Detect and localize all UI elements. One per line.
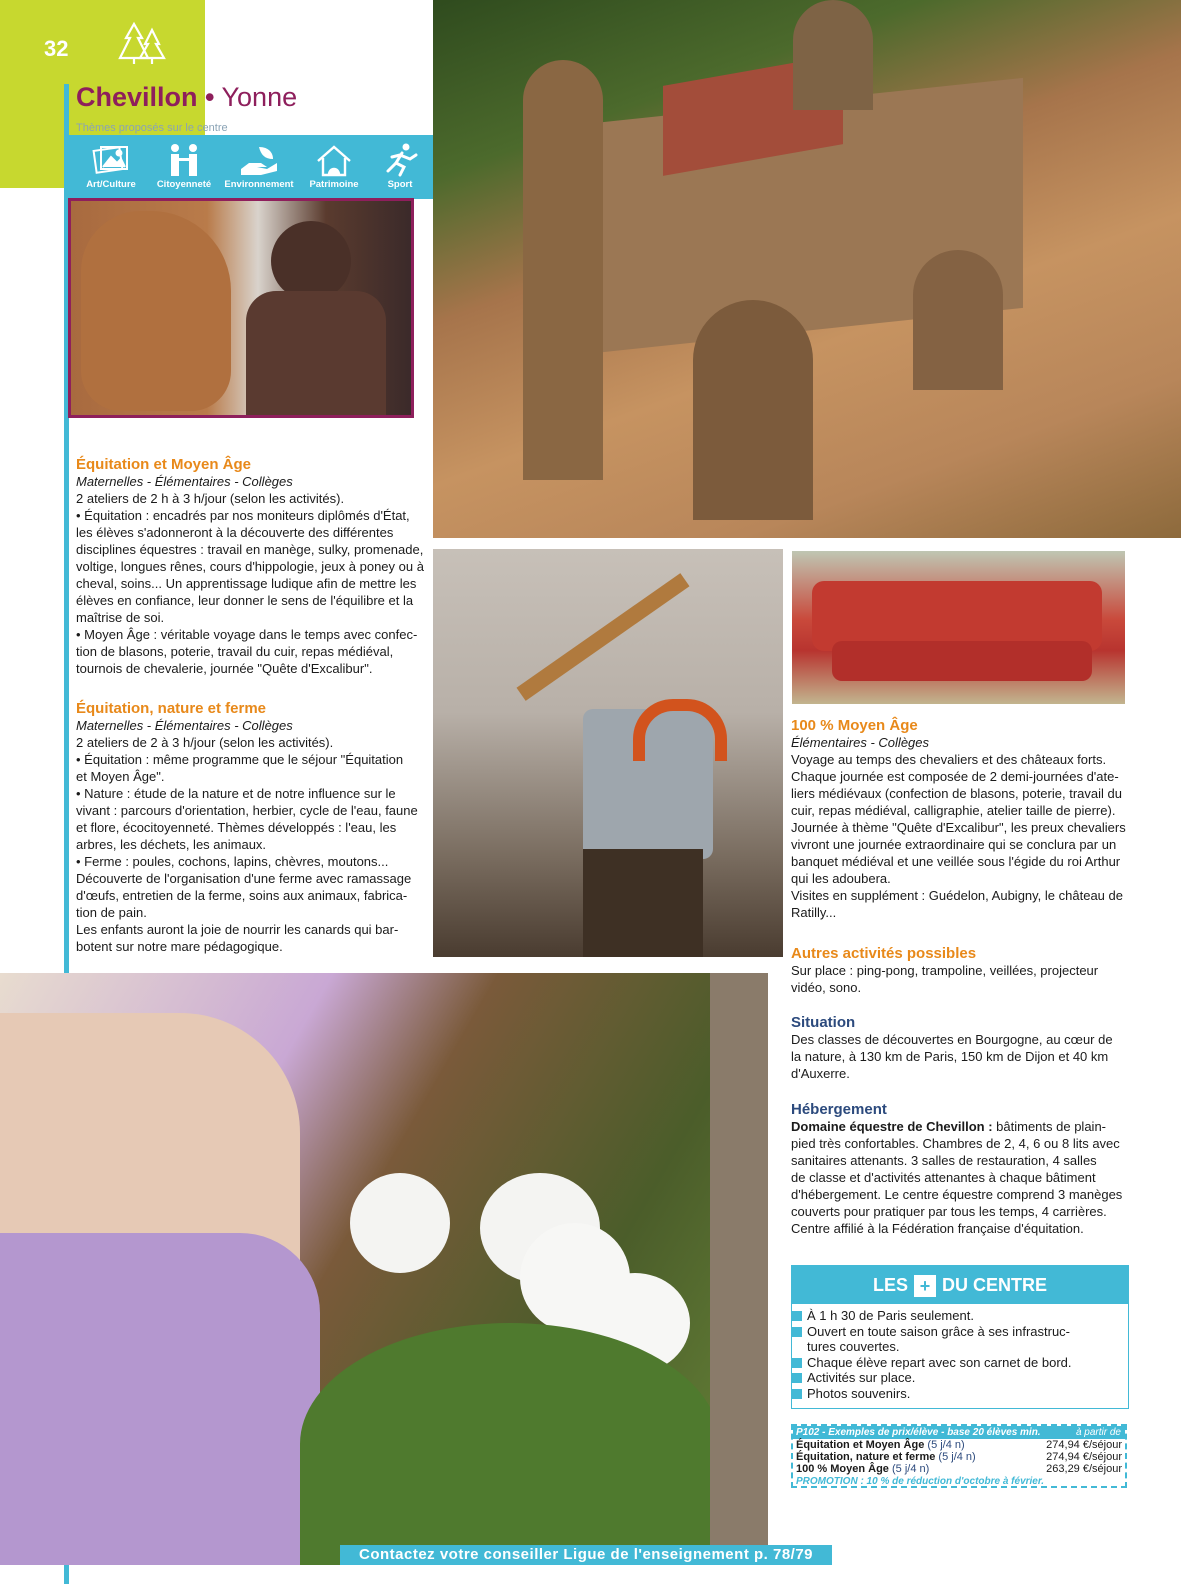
hebergement-lead: Domaine équestre de Chevillon :: [791, 1119, 993, 1134]
theme-patrimoine: [302, 135, 366, 199]
price-row-value: 274,94 €/séjour: [1046, 1451, 1122, 1463]
les-plus-list: [792, 1308, 1126, 1401]
price-row-duration: (5 j/4 n): [938, 1451, 976, 1463]
section-title: Hébergement: [791, 1101, 887, 1118]
price-row-name: Équitation, nature et ferme: [796, 1451, 936, 1463]
text-line: d'Auxerre.: [791, 1066, 850, 1081]
text-line: disciplines équestres : travail en manège, sulky, promenade,: [76, 542, 424, 557]
text-line: 2 ateliers de 2 à 3 h/jour (selon les activités).: [76, 735, 334, 750]
list-item-text: Photos souvenirs.: [807, 1385, 911, 1401]
list-item-text: À 1 h 30 de Paris seulement.: [807, 1308, 974, 1323]
list-item: [792, 1355, 1126, 1371]
text-line: Chaque journée est composée de 2 demi-journées d'ate-: [791, 769, 1119, 784]
text-line: tournois de chevalerie, journée "Quête d'Excalibur".: [76, 661, 373, 676]
text-line: d'œufs, entretien de la ferme, soins aux animaux, fabrica-: [76, 888, 408, 903]
section-equitation-nature-ferme: [76, 700, 426, 955]
section-title: Équitation, nature et ferme: [76, 700, 267, 717]
text-line: vivant : parcours d'orientation, herbier, cycle de l'eau, faune: [76, 803, 418, 818]
runner-icon: [380, 143, 420, 177]
bullet-square-icon: [792, 1358, 802, 1368]
group-photo: [792, 551, 1125, 704]
text-line: • Moyen Âge : véritable voyage dans le temps avec confec-: [76, 627, 418, 642]
title-separator: •: [205, 82, 215, 112]
section-title: Situation: [791, 1014, 856, 1031]
blacksmith-photo: [433, 549, 783, 957]
theme-label: Sport: [387, 179, 413, 190]
text-line: liers médiévaux (confection de blasons, poterie, travail du: [791, 786, 1122, 801]
child-vest: [0, 1233, 320, 1565]
page-number: 32: [44, 36, 69, 61]
price-row-value: 263,29 €/séjour: [1046, 1463, 1122, 1475]
theme-label: Art/Culture: [86, 179, 136, 190]
rabbit: [350, 1173, 450, 1273]
price-row-name: Équitation et Moyen Âge: [796, 1439, 925, 1451]
text-line: Découverte de l'organisation d'une ferme avec ramassage: [76, 871, 412, 886]
section-title: Équitation et Moyen Âge: [76, 456, 252, 473]
themes-bar: [68, 135, 434, 199]
text-line: cheval, soins... Un apprentissage ludique afin de mettre les: [76, 576, 417, 591]
contact-banner: Contactez votre conseiller Ligue de l'enseignement p. 78/79: [340, 1545, 832, 1565]
price-row: [796, 1463, 1122, 1476]
theme-label: Environnement: [224, 179, 294, 190]
text-line: et flore, écocitoyenneté. Thèmes développés : l'eau, les: [76, 820, 397, 835]
title-region: Yonne: [221, 82, 298, 112]
plus-icon: +: [914, 1275, 936, 1297]
price-row-name: 100 % Moyen Âge: [796, 1463, 889, 1475]
image-icon: [91, 143, 131, 177]
trees-icon: [110, 18, 170, 66]
hebergement-first-rest: bâtiments de plain-: [992, 1119, 1106, 1134]
section-title: Autres activités possibles: [791, 945, 977, 962]
text-line: couverts pour pratiquer par tous les temps, 4 carrières.: [791, 1204, 1107, 1219]
list-item-text: Activités sur place.: [807, 1370, 916, 1385]
les-plus-box: [791, 1265, 1129, 1409]
section-moyen-age-100: [791, 717, 1131, 921]
list-item-continuation: [792, 1339, 1126, 1355]
text-line: qui les adoubera.: [791, 871, 891, 886]
text-line: • Équitation : encadrés par nos moniteurs diplômés d'État,: [76, 508, 410, 523]
les-plus-header: [792, 1266, 1128, 1304]
section-hebergement: [791, 1101, 1131, 1237]
text-line: tion de pain.: [76, 905, 147, 920]
text-line: • Nature : étude de la nature et de notre influence sur le: [76, 786, 396, 801]
text-line: banquet médiéval et une veillée sous l'égide du roi Arthur: [791, 854, 1121, 869]
price-row-value: 274,94 €/séjour: [1046, 1439, 1122, 1451]
hammer-handle: [516, 573, 689, 701]
theme-citoyennete: [152, 135, 216, 199]
text-line: les élèves s'adonneront à la découverte des différentes: [76, 525, 394, 540]
castle-photo: [433, 0, 1181, 538]
les-plus-title-left: LES: [872, 1275, 908, 1295]
leaf-hand-icon: [239, 143, 279, 177]
text-line: botent sur notre mare pédagogique.: [76, 939, 283, 954]
price-header-text: P102 - Exemples de prix/élève - base 20 élèves min.: [796, 1427, 1041, 1438]
text-line: Centre affilié à la Fédération française d'équitation.: [791, 1221, 1084, 1236]
text-line: arbres, les déchets, les animaux.: [76, 837, 267, 852]
text-line: Des classes de découvertes en Bourgogne, au cœur de: [791, 1032, 1113, 1047]
section-levels: Maternelles - Élémentaires - Collèges: [76, 718, 293, 733]
text-line: Voyage au temps des chevaliers et des châteaux forts.: [791, 752, 1107, 767]
section-equitation-moyen-age: [76, 456, 426, 677]
children-group: [832, 641, 1092, 681]
section-situation: [791, 1014, 1131, 1082]
text-line: cuir, repas médiéval, calligraphie, atelier taille de pierre).: [791, 803, 1116, 818]
bullet-square-icon: [792, 1389, 802, 1399]
theme-art-culture: [72, 135, 150, 199]
child-coat: [246, 291, 386, 418]
text-line: Ratilly...: [791, 905, 837, 920]
theme-environnement: [218, 135, 300, 199]
les-plus-title-right: DU CENTRE: [942, 1275, 1048, 1295]
wooden-post: [710, 973, 768, 1565]
castle-tower: [523, 60, 603, 480]
castle-tower: [793, 0, 873, 110]
text-line: maîtrise de soi.: [76, 610, 165, 625]
text-line: vidéo, sono.: [791, 980, 862, 995]
text-line: de classe et d'activités attenantes à chaque bâtiment: [791, 1170, 1096, 1185]
castle-tower: [693, 300, 813, 520]
text-line: et Moyen Âge".: [76, 769, 165, 784]
price-row-duration: (5 j/4 n): [927, 1439, 965, 1451]
text-line: vivront une journée extraordinaire qui se conclura par un: [791, 837, 1117, 852]
list-item-text: tures couvertes.: [807, 1339, 900, 1354]
text-line: • Équitation : même programme que le séjour "Équitation: [76, 752, 404, 767]
promotion-text: PROMOTION : 10 % de réduction d'octobre à février.: [796, 1476, 1044, 1487]
castle-tower: [913, 250, 1003, 390]
section-levels: Maternelles - Élémentaires - Collèges: [76, 474, 293, 489]
list-item: [792, 1370, 1126, 1386]
bullet-square-icon: [792, 1311, 802, 1321]
section-levels: Élémentaires - Collèges: [791, 735, 930, 750]
list-item: [792, 1308, 1126, 1324]
horseshoe: [633, 699, 727, 761]
page-title: [76, 82, 297, 113]
section-title: 100 % Moyen Âge: [791, 717, 918, 734]
price-box: [791, 1424, 1127, 1488]
text-line: d'hébergement. Le centre équestre comprend 3 manèges: [791, 1187, 1123, 1202]
themes-label: Thèmes proposés sur le centre: [76, 122, 228, 134]
text-line: 2 ateliers de 2 h à 3 h/jour (selon les activités).: [76, 491, 345, 506]
text-line: la nature, à 130 km de Paris, 150 km de Dijon et 40 km: [791, 1049, 1109, 1064]
horse-head: [81, 211, 231, 411]
child-head: [271, 221, 351, 301]
text-line: Journée à thème "Quête d'Excalibur", les preux chevaliers: [791, 820, 1126, 835]
horse-child-photo: [68, 198, 414, 418]
text-line: tion de blasons, poterie, travail du cuir, repas médiéval,: [76, 644, 394, 659]
text-line: pied très confortables. Chambres de 2, 4, 6 ou 8 lits avec: [791, 1136, 1120, 1151]
text-line: Visites en supplément : Guédelon, Aubigny, le château de: [791, 888, 1123, 903]
house-icon: [314, 143, 354, 177]
people-icon: [164, 143, 204, 177]
list-item-text: Ouvert en toute saison grâce à ses infrastruc-: [807, 1323, 1071, 1339]
bullet-square-icon: [792, 1327, 802, 1337]
text-line: • Ferme : poules, cochons, lapins, chèvres, moutons...: [76, 854, 389, 869]
price-header: [793, 1426, 1125, 1439]
list-item: [792, 1386, 1126, 1402]
section-autres-activites: [791, 945, 1131, 996]
text-line: élèves en confiance, leur donner le sens de l'équilibre et la: [76, 593, 414, 608]
text-line: [791, 1118, 1131, 1135]
text-line: Sur place : ping-pong, trampoline, veillées, projecteur: [791, 963, 1099, 978]
title-center-name: Chevillon: [76, 82, 198, 112]
rabbits-photo: [0, 973, 768, 1565]
grass: [300, 1323, 720, 1565]
price-row-duration: (5 j/4 n): [891, 1463, 930, 1475]
bullet-square-icon: [792, 1373, 802, 1383]
text-line: voltige, longues rênes, cours d'hippologie, jeux à poney ou à: [76, 559, 424, 574]
text-line: Les enfants auront la joie de nourrir les canards qui bar-: [76, 922, 399, 937]
text-line: sanitaires attenants. 3 salles de restauration, 4 salles: [791, 1153, 1097, 1168]
theme-label: Patrimoine: [309, 179, 359, 190]
stump: [583, 849, 703, 957]
list-item: [792, 1324, 1126, 1340]
theme-label: Citoyenneté: [156, 179, 212, 190]
price-from: à partir de: [1075, 1427, 1121, 1438]
theme-sport: [368, 135, 432, 199]
list-item-text: Chaque élève repart avec son carnet de bord.: [807, 1354, 1072, 1370]
